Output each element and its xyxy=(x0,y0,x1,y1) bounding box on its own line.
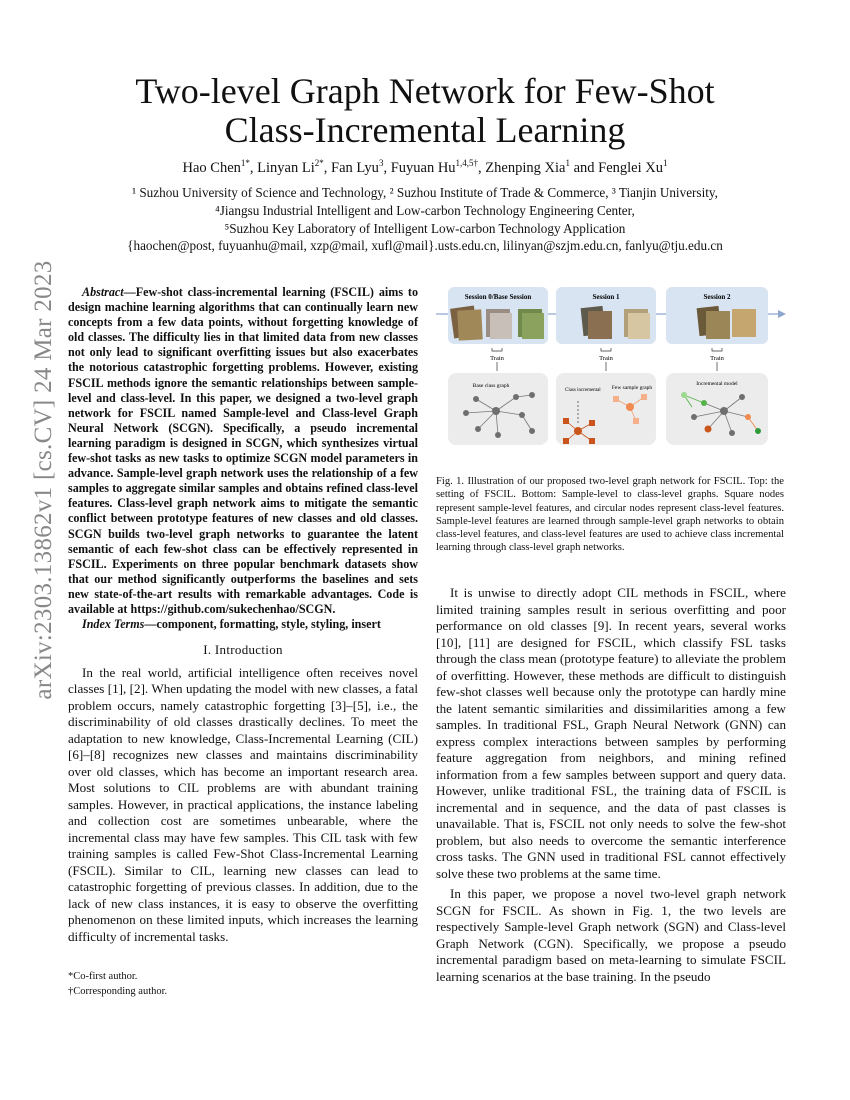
index-terms: Index Terms—component, formatting, style, styling, insert xyxy=(82,617,381,632)
affiliation-email-line: {haochen@post, fuyuanhu@mail, xzp@mail, xufl@mail}.usts.edu.cn, lilinyan@szjm.edu.cn, fanlyu@tju.edu.cn xyxy=(127,238,723,253)
session-label: Session 0/Base Session xyxy=(464,293,532,301)
figure-caption: Fig. 1. Illustration of our proposed two-level graph network for FSCIL. Top: the setting of FSCIL. Bottom: Sample-level to class-level graphs. Square nodes represent sample-level features, and circular nodes represent class-level features. Sample-level features are learned through sample-level graph networks to obtain class-level features, and class-level features are used to achieve class incremental learning through class-level graph networks. xyxy=(436,476,784,554)
abstract-label: Abstract xyxy=(82,285,124,299)
section-heading-introduction: I. Introduction xyxy=(203,642,283,658)
abstract-text: —Few-shot class-incremental learning (FSCIL) aims to design machine learning algorithms that can continually learn new concepts from a few data points, without forgetting knowledge of old classes. The difficulty lies in that limited data from new classes not only lead to significant overfitting issues but also exacerbates the notorious catastrophic forgetting problems. However, existing FSCIL methods ignore the semantic relationships between sample-level and class-level. In this paper, we designed a two-level graph network for FSCIL named Sample-level and Class-level Graph Neural Network (SCGN). Specifically, a pseudo incremental learning paradigm is designed in SCGN, which synthesizes virtual few-shot tasks as new tasks to optimize SCGN model parameters in advance. Sample-level graph network uses the relationship of a few samples to aggregate similar samples and obtains refined class-level features. Class-level graph network aims to mitigate the semantic conflict between prototype features of new classes and old classes. SCGN builds two-level graph networks to guarantee the latent semantic of each few-shot class can be effectively represented in FSCIL. Experiments on three popular benchmark datasets show that our method significantly outperforms the baselines and sets new state-of-the-art results with remarkable advantages. Code is available at https://github.com/sukechenhao/SCGN. xyxy=(68,285,418,616)
author: Linyan $Li^{2*}$, xyxy=(257,158,331,176)
affiliation-line: ⁴Jiangsu Industrial Intelligent and Low-carbon Technology Engineering Center, xyxy=(215,203,635,218)
paper-title-line-1: Two-level Graph Network for Few-Shot xyxy=(135,71,715,111)
arxiv-stamp: arXiv:2303.13862v1 [cs.CV] 24 Mar 2023 xyxy=(30,260,57,700)
session-label: Session 1 xyxy=(592,293,620,301)
train-label: Train xyxy=(599,355,613,362)
footnote: †Corresponding author. xyxy=(68,986,168,997)
right-column xyxy=(436,585,786,985)
graph-label: Base class graph xyxy=(472,383,510,389)
left-column xyxy=(68,285,418,945)
index-terms-label: Index Terms xyxy=(82,617,145,632)
figure-1 xyxy=(436,283,786,463)
author: Fan Lyu$^3$, xyxy=(331,158,391,176)
train-label: Train xyxy=(710,355,724,362)
author: Zhenping Xia$^1$ and xyxy=(485,158,599,176)
graph-label: Few sample graph xyxy=(611,385,653,391)
body-paragraph: It is unwise to directly adopt CIL methods in FSCIL, where limited training samples result in serious overfitting and poor performance on old classes [9]. In recent years, several works [10], [11] are designed for FSCIL, which classify FSL tasks through the class mean (prototype feature) to alleviate the problem of overfitting. However, these methods are difficult to distinguish few-shot classes well because only the prototype can hardly mine the latent semantic similarities and dissimilarities among a few samples. In traditional FSL, Graph Neural Network (GNN) can express complex interactions between samples by performing feature aggregation from neighbors, and mining refined information from a few samples between support and query data. However, unlike traditional FSL, the training data of FSCIL is incremental and in sequence, and the data of past classes is unavailable. That is, FSCIL not only needs to solve the few-shot problem, but also needs to overcome the semantic interference cross tasks. The GNN used in traditional FSL cannot effectively solve these two problems at the same time. xyxy=(436,585,786,881)
train-label: Train xyxy=(490,355,504,362)
author: Fuyuan $Hu^{1,4,5\dagger}$, xyxy=(390,158,486,176)
class-incremental-label: Class incremental xyxy=(565,388,601,393)
abstract xyxy=(68,285,418,617)
author-list xyxy=(60,160,790,177)
session-label: Session 2 xyxy=(703,293,731,301)
affiliation-line: ⁵Suzhou Key Laboratory of Intelligent Low-carbon Technology Application xyxy=(224,221,626,236)
intro-paragraph: In the real world, artificial intelligence often receives novel classes [1], [2]. When updating the model with new classes, a fatal problem occurs, namely catastrophic forgetting [3]–[5], i.e., the discriminability of old classes drastically declines. To meet the adaptation to new knowledge, Class-Incremental Learning (CIL) [6]–[8] recognizes new classes and maintains discriminability over old classes, which has become an important research area. Most solutions to CIL problems are with abundant training samples. However, in practical applications, the instance labeling and collection cost are sometimes unbearable, where the incremental class may have few samples. This CIL task with few training samples is called Few-Shot Class-Incremental Learning (FSCIL). Similar to CIL, learning new classes can lead to catastrophic forgetting of previous classes. In addition, due to the lack of new class instances, it is easy to observe the overfitting phenomenon on these limited inputs, which increases the learning difficulty of incremental tasks. xyxy=(68,664,418,944)
affiliation-line: ¹ Suzhou University of Science and Technology, ² Suzhou Institute of Trade & Commerce, ³ Tianjin University, xyxy=(132,185,718,200)
paper-title-line-2: Class-Incremental Learning xyxy=(224,110,626,150)
body-paragraph: In this paper, we propose a novel two-level graph network SCGN for FSCIL. As shown in Fig. 1, the two levels are respectively Sample-level Graph network (SGN) and Class-level Graph Network (CGN). Specifically, we propose a pseudo incremental paradigm based on meta-learning to simulate FSCIL learning scenarios at the base training. In the pseudo xyxy=(436,886,786,984)
graph-label: Incremental model xyxy=(696,381,738,387)
author: Hao Chen$^{1*}$, xyxy=(182,158,258,176)
footnote: *Co-first author. xyxy=(68,971,138,982)
author: Fenglei Xu$^1$ xyxy=(598,158,668,176)
